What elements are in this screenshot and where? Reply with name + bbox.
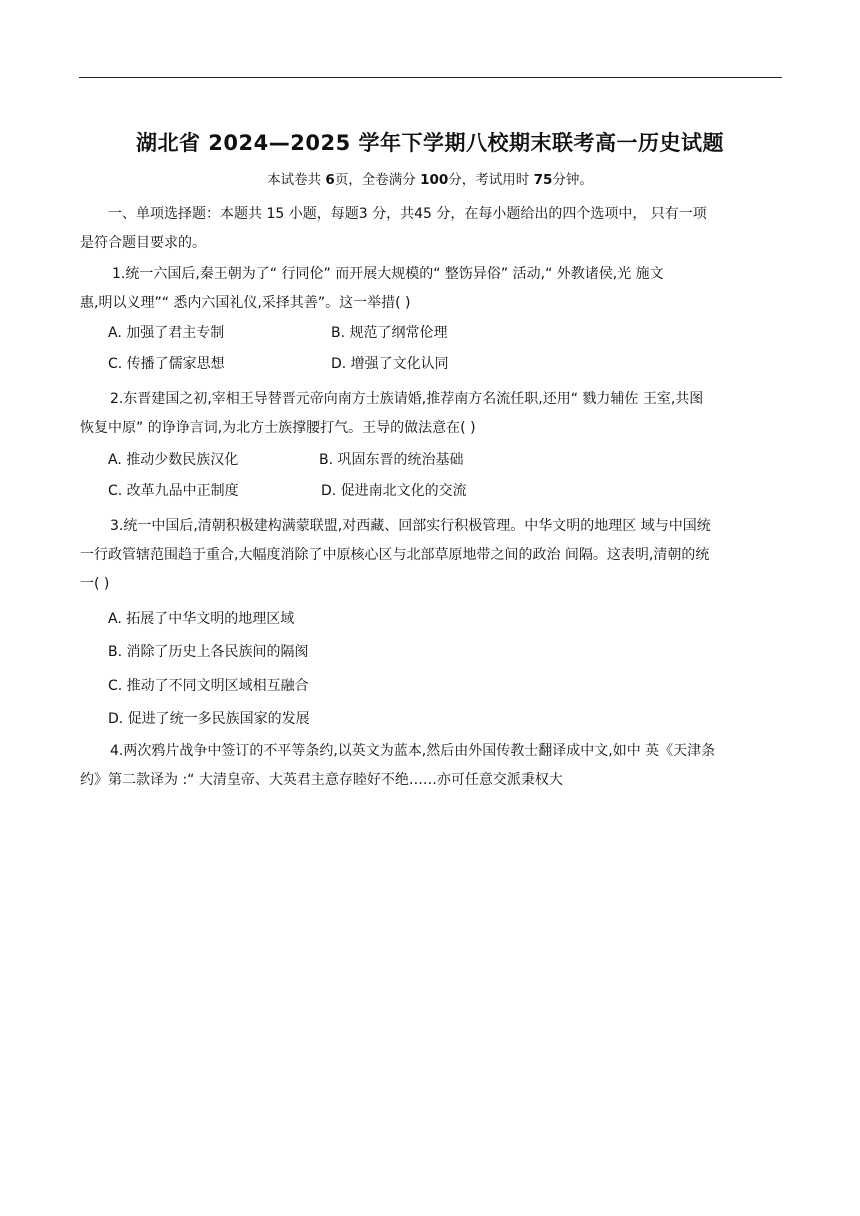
question-stem-line: 2.东晋建国之初,宰相王导替晋元帝向南方士族请婚,推荐南方名流任职,还用“ 戮力辅佐 王室,共图 xyxy=(110,391,704,407)
question-4-stem xyxy=(80,737,776,795)
question-2-option-a: A. 推动少数民族汉化 xyxy=(108,452,239,468)
question-stem-line: 4.两次鸦片战争中签订的不平等条约,以英文为蓝本,然后由外国传教士翻译成中文,如中 英《天津条 xyxy=(110,743,716,759)
question-stem-line: 恢复中原” 的诤诤言词,为北方士族撑腰打气。王导的做法意在( ) xyxy=(80,420,476,436)
exam-info-time: 75 xyxy=(533,172,553,188)
question-1-option-a: A. 加强了君主专制 xyxy=(108,325,225,341)
question-3-option-a: A. 拓展了中华文明的地理区域 xyxy=(108,611,295,627)
question-stem-line: 3.统一中国后,清朝积极建构满蒙联盟,对西藏、回部实行积极管理。中华文明的地理区 域与中国统 xyxy=(110,518,711,534)
question-1-option-b: B. 规范了纲常伦理 xyxy=(331,325,448,341)
section-heading-line: 是符合题目要求的。 xyxy=(80,235,206,251)
question-stem-line: 一( ) xyxy=(80,576,110,592)
question-2-option-d: D. 促进南北文化的交流 xyxy=(321,483,467,499)
question-stem-line: 一行政管辖范围趋于重合,大幅度消除了中原核心区与北部草原地带之间的政治 间隔。这表明,清朝的统 xyxy=(80,547,710,563)
exam-title: 湖北省 2024—2025 学年下学期八校期末联考高一历史试题 xyxy=(135,131,724,155)
question-2-option-b: B. 巩固东晋的统治基础 xyxy=(319,452,464,468)
question-stem-line: 1.统一六国后,秦王朝为了“ 行同伦” 而开展大规模的“ 整饬异俗” 活动,“ 外教诸侯,光 施文 xyxy=(112,266,664,282)
exam-info-pages: 6 xyxy=(325,172,335,188)
question-3-option-b: B. 消除了历史上各民族间的隔阂 xyxy=(108,644,309,660)
section-heading xyxy=(80,200,776,258)
question-2-stem xyxy=(80,385,776,443)
question-1-option-c: C. 传播了儒家思想 xyxy=(108,356,225,372)
exam-info-prefix: 本试卷共 xyxy=(267,172,326,188)
exam-info-suffix: 分钟。 xyxy=(552,172,593,188)
exam-info-mid2: 分，考试用时 xyxy=(448,172,534,188)
exam-info xyxy=(0,170,860,190)
question-stem-line: 惠,明以义理”“ 悉内六国礼仪,采择其善”。这一举措( ) xyxy=(80,295,411,311)
question-2-option-c: C. 改革九品中正制度 xyxy=(108,483,239,499)
question-1-stem xyxy=(80,260,776,318)
question-3-option-c: C. 推动了不同文明区域相互融合 xyxy=(108,678,309,694)
section-heading-line: 一、单项选择题：本题共 15 小题，每题3 分，共45 分，在每小题给出的四个选项中， 只有一项 xyxy=(108,206,707,222)
question-stem-line: 约》第二款译为 :“ 大清皇帝、大英君主意存睦好不绝……亦可任意交派秉权大 xyxy=(80,772,563,788)
exam-info-mid1: 页，全卷满分 xyxy=(334,172,421,188)
exam-info-score: 100 xyxy=(420,172,449,188)
question-3-option-d: D. 促进了统一多民族国家的发展 xyxy=(108,711,310,727)
question-3-stem xyxy=(80,512,776,599)
header-rule xyxy=(79,77,782,78)
question-1-option-d: D. 增强了文化认同 xyxy=(331,356,449,372)
